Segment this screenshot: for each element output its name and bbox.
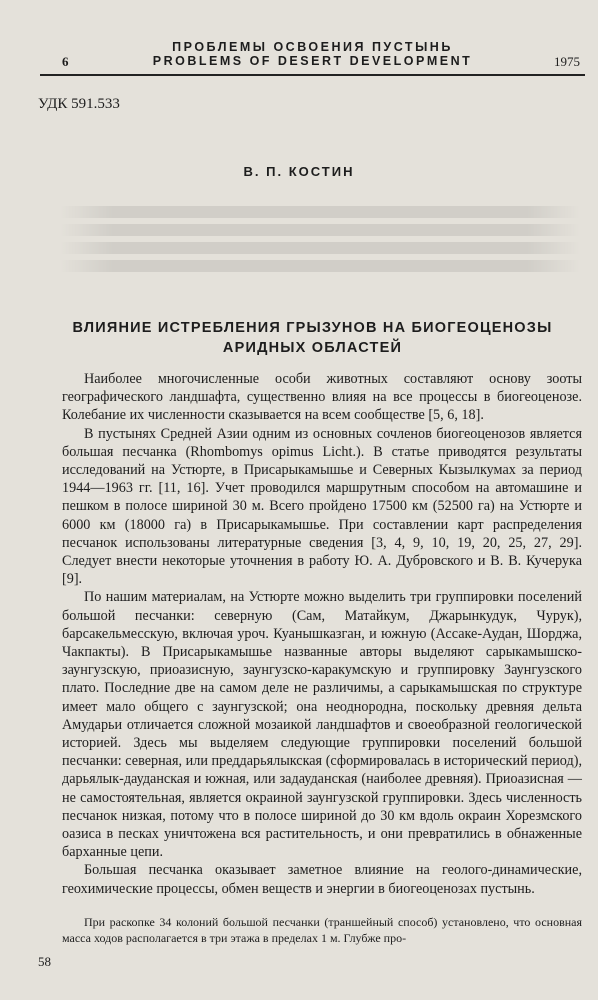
paragraph: В пустынях Средней Азии одним из основных сочленов биогеоценозов является большая песчанка (Rhombomys opimus Licht.). В статье приводятся результаты исследований на Устюрте, в Присарыкамышье и Северных Кызылкумах за период 1944—1963 гг. [11, 16]. Учет проводился маршрутным способом на автомашине и пешком в полосе шириной 30 м. Всего пройдено 17500 км (52500 га) на Устюрте и 6000 км (18000 га) в Присарыкамышье. При составлении карт распределения песчанок использованы литературные сведения [3, 4, 9, 10, 19, 20, 25, 27, 29]. Следует внести некоторые уточнения в работу Ю. А. Дубровского и В. В. Кучерука [9]. <box>62 425 582 588</box>
article-title <box>40 318 585 358</box>
footnote-text: При раскопке 34 колоний большой песчанки (траншейный способ) установлено, что основная масса ходов располагается в три этажа в пределах 1 м. Глубже про- <box>62 915 582 945</box>
journal-title-ru: ПРОБЛЕМЫ ОСВОЕНИЯ ПУСТЫНЬ <box>172 40 453 54</box>
paragraph: По нашим материалам, на Устюрте можно выделить три группировки поселений большой песчанки: северную (Сам, Матайкум, Джарынкудук, Чурук), барсакельмесскую, включая уроч. Куанышказган, и южную (Ассаке-Аудан, Шорджа, Чакпакты). В Присарыкамышье названные авторы выделяют сарыкамышско-заунгузскую, приоазисную, заунгузско-каракумскую и группировку Заунгузского плато. Последние две на самом деле не различимы, а сарыкамышская по структуре имеет мало общего с заунгузской; она неоднородна, поскольку древняя дельта Амударьи отличается сложной мозаикой ландшафтов и своеобразной геологической историей. Здесь мы выделяем следующие группировки поселений большой песчанки: северная, или преддарьялыкская (сформировалась в исторический период), дарьялык-дауданская и южная, или задауданская (наиболее древняя). Приоазисная — не самостоятельная, является окраиной заунгузской группировки. Здесь численность песчанок низкая, потому что в полосе шириной до 30 км вдоль окраин Хорезмского оазиса в песках уничтожена вся растительность, и они превратились в обнаженные барханные цепи. <box>62 589 582 861</box>
paragraph: Большая песчанка оказывает заметное влияние на геолого-динамические, геохимические процессы, обмен веществ и энергии в биогеоценозах пустынь. <box>62 862 582 897</box>
article-author: В. П. КОСТИН <box>243 164 355 179</box>
running-header <box>40 40 585 80</box>
article-title-line-2: АРИДНЫХ ОБЛАСТЕЙ <box>222 340 403 356</box>
paragraph: Наиболее многочисленные особи животных составляют основу зооты географического ландшафта, существенно влияя на все процессы в биогеоценозе. Колебание их численности сказывается на всем сообществе [5, 6, 18]. <box>62 371 582 424</box>
small-print-paragraph <box>62 914 582 946</box>
journal-title-en: PROBLEMS OF DESERT DEVELOPMENT <box>152 54 473 68</box>
page-number: 58 <box>38 954 51 969</box>
udk-code: УДК 591.533 <box>38 96 120 112</box>
article-body <box>62 370 582 898</box>
show-through-text <box>60 200 580 310</box>
journal-year: 1975 <box>554 54 580 69</box>
article-title-line-1: ВЛИЯНИЕ ИСТРЕБЛЕНИЯ ГРЫЗУНОВ НА БИОГЕОЦЕНОЗЫ <box>72 320 553 336</box>
header-rule <box>40 74 585 76</box>
issue-number: 6 <box>62 54 69 69</box>
